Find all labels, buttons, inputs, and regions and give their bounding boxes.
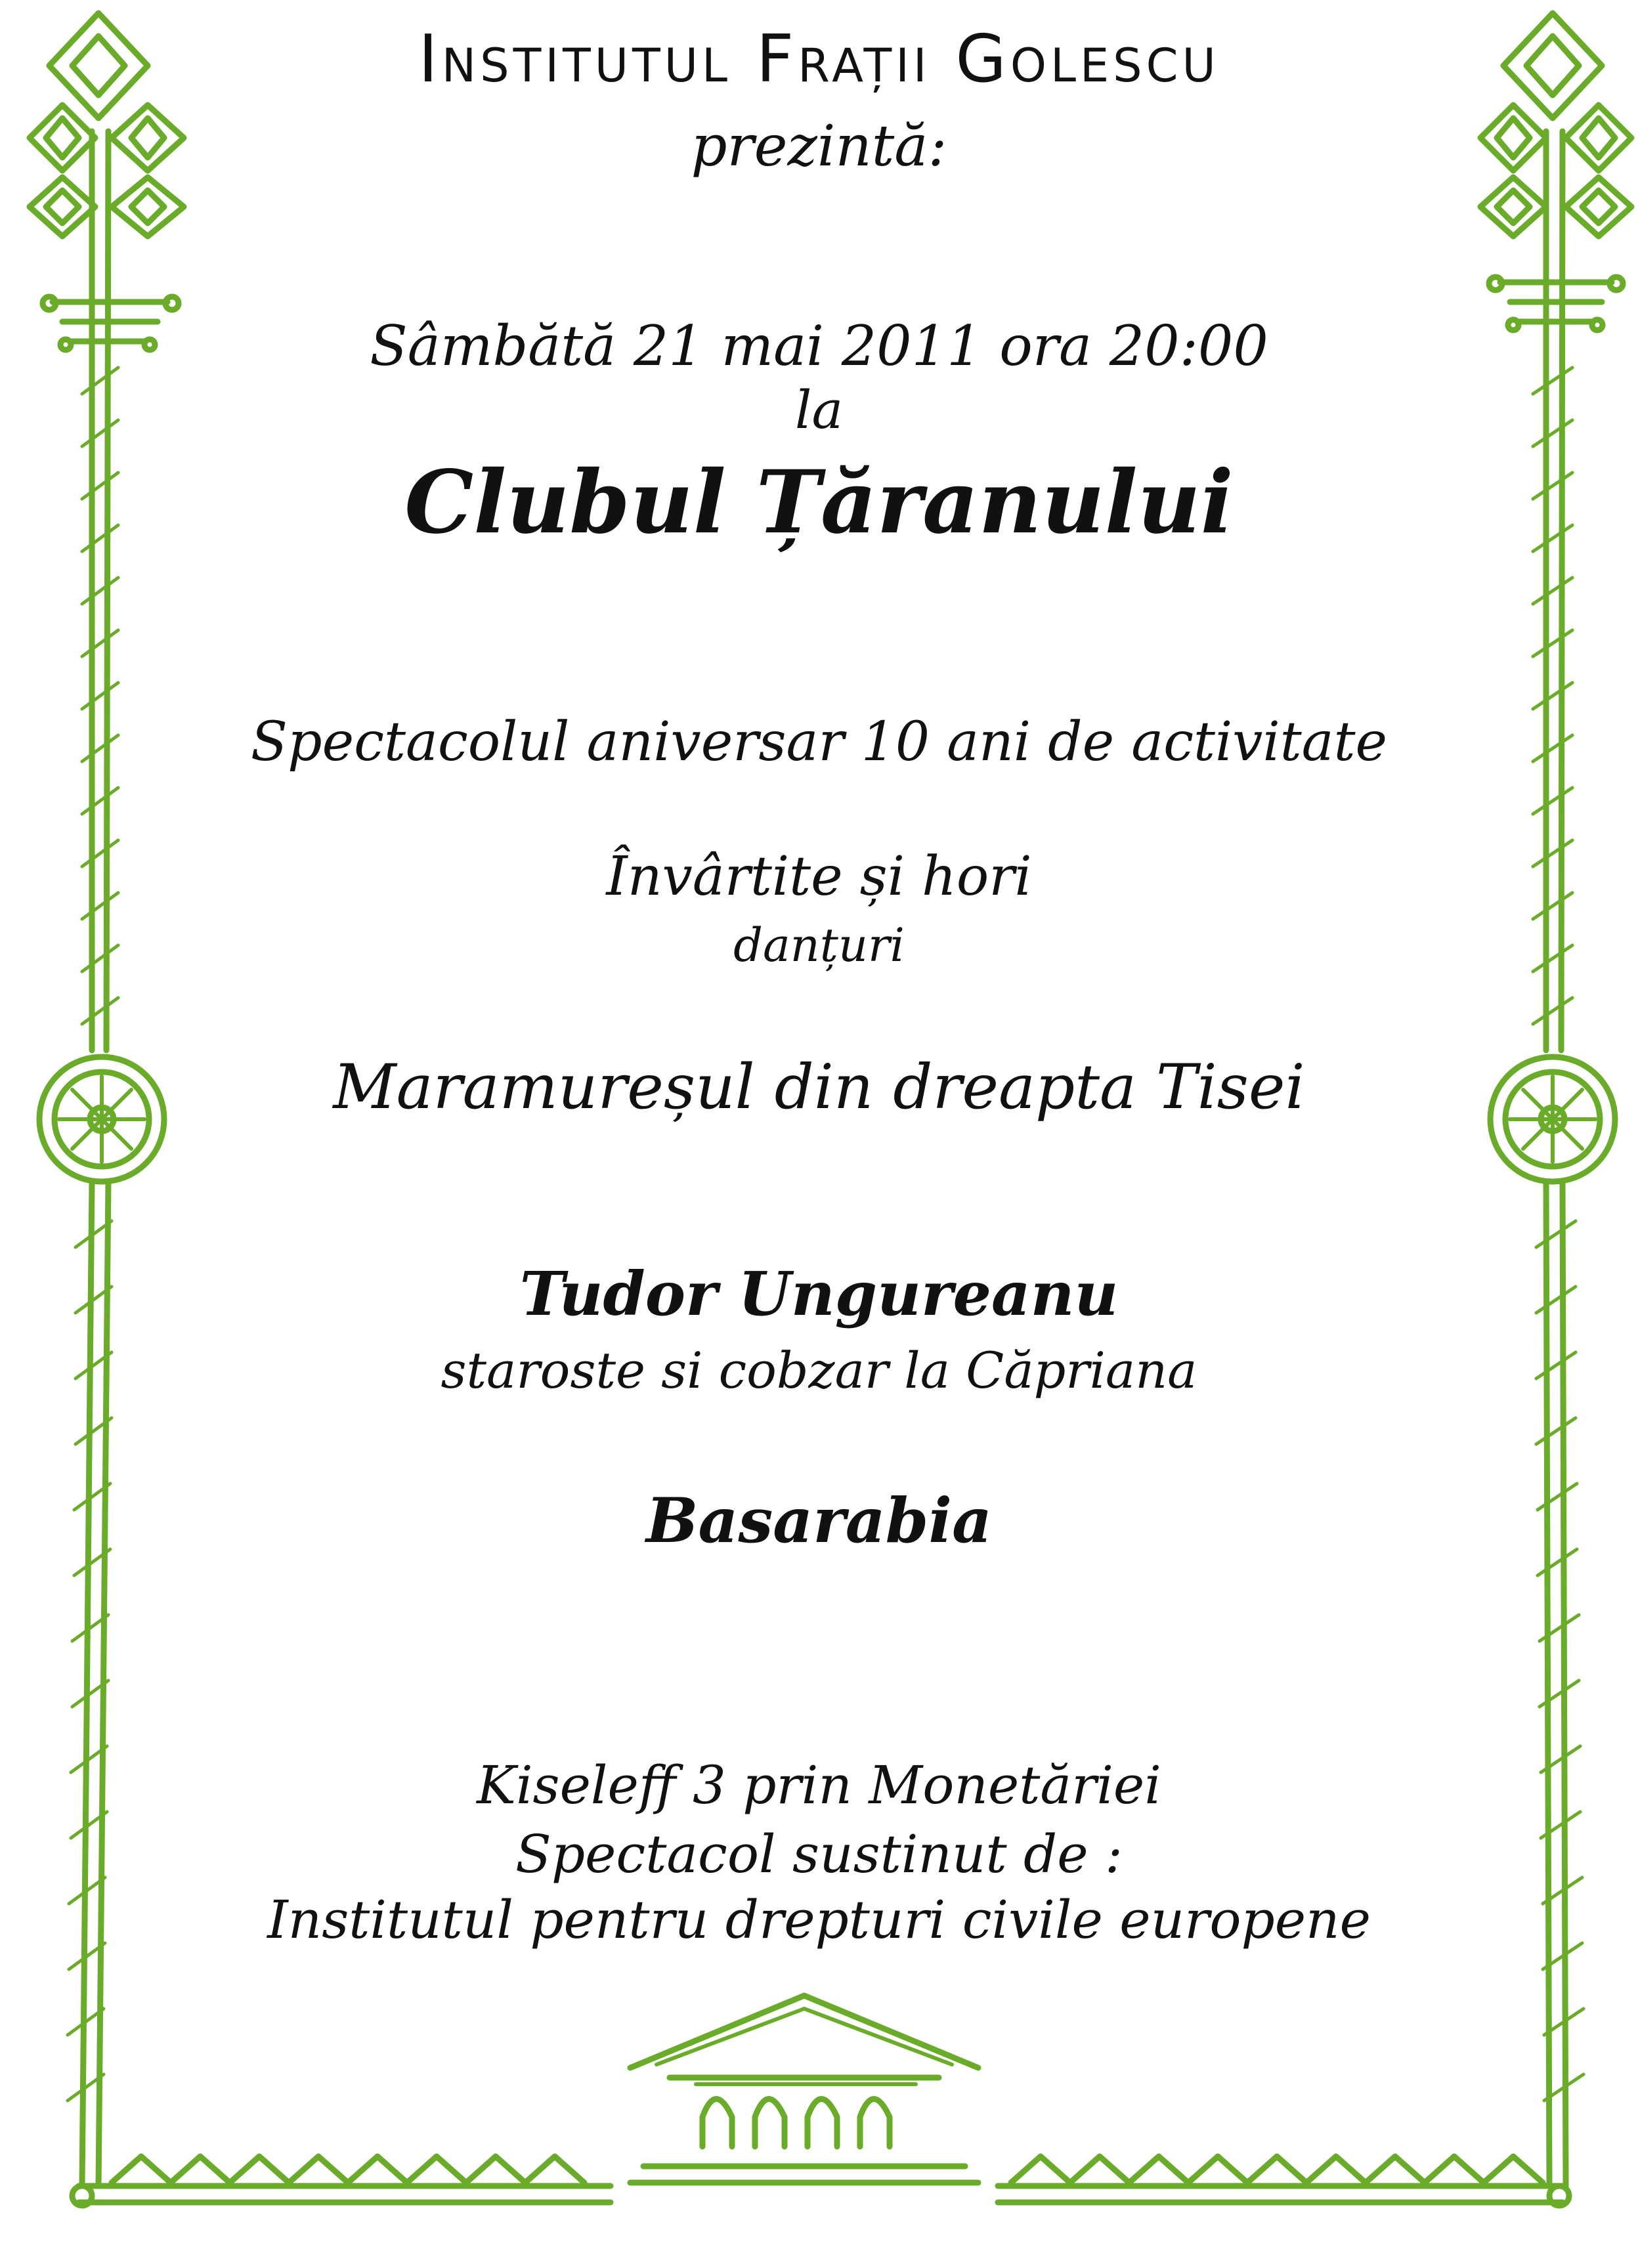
artist-region: Basarabia [646, 1485, 992, 1557]
institute-title: Institutul Frații Golescu [418, 20, 1220, 97]
region-title: Maramureșul din dreapta Tisei [333, 1052, 1305, 1123]
presents-label: prezintă: [691, 114, 947, 179]
dances-subtitle: danțuri [733, 918, 905, 972]
dances-title: Învârtite și hori [606, 845, 1032, 908]
temple-icon [630, 1996, 978, 2183]
artist-role: staroste si cobzar la Căpriana [441, 1341, 1197, 1400]
sponsor-name: Institutul pentru drepturi civile europene [267, 1889, 1371, 1950]
sponsor-intro: Spectacol sustinut de : [515, 1824, 1123, 1885]
show-title: Spectacolul aniversar 10 ani de activitate [250, 711, 1388, 773]
artist-name: Tudor Ungureanu [519, 1258, 1119, 1329]
address-line: Kiseleff 3 prin Monetăriei [477, 1755, 1161, 1816]
event-datetime: Sâmbătă 21 mai 2011 ora 20:00 [370, 314, 1268, 378]
event-at-label: la [794, 379, 844, 440]
venue-title: Clubul Țăranului [404, 452, 1234, 553]
